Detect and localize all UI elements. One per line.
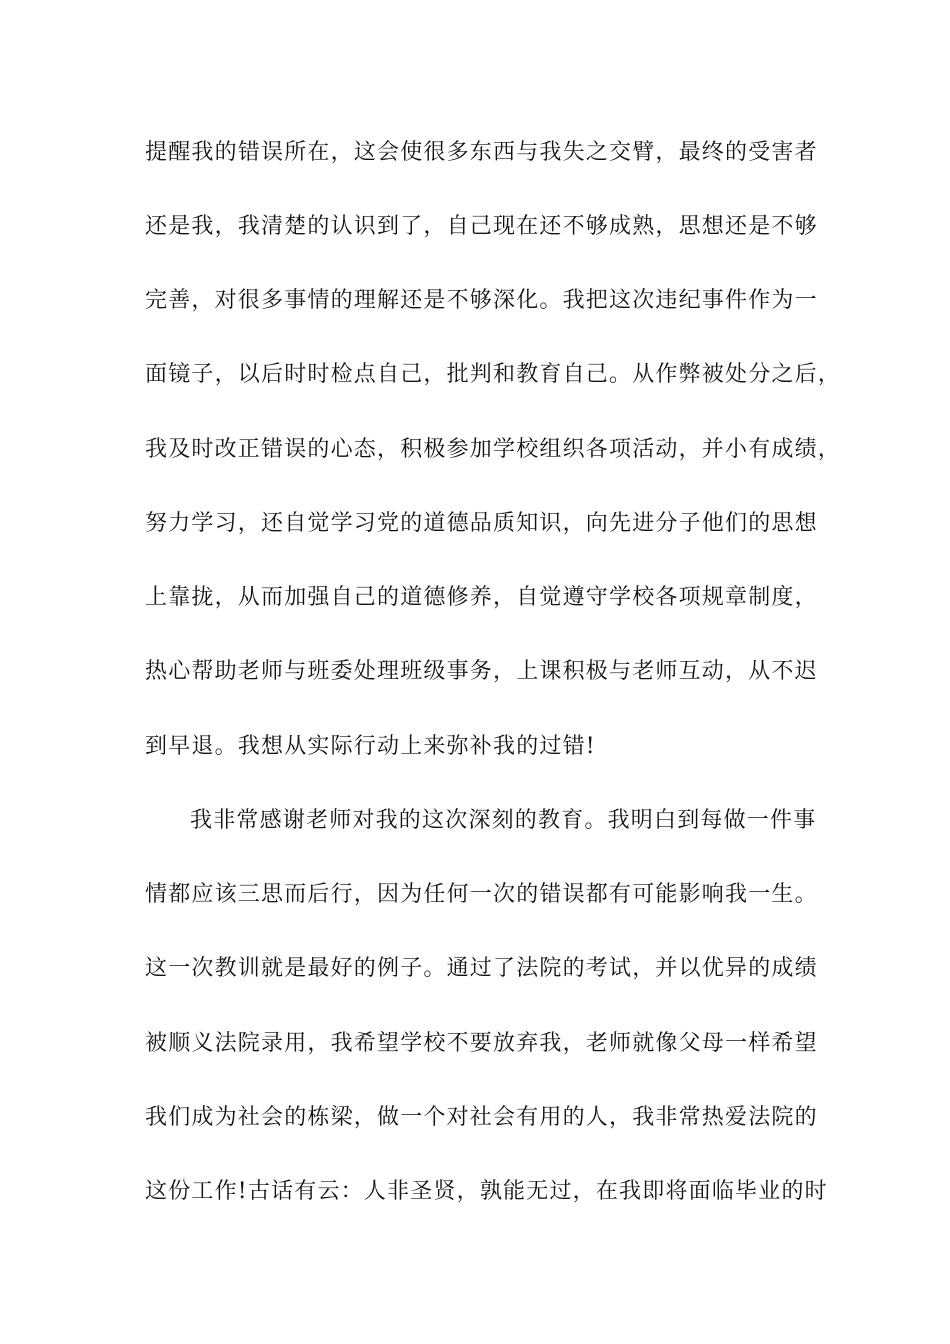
text-line: 我们成为社会的栋梁，做一个对社会有用的人，我非常热爱法院的: [145, 1105, 818, 1130]
text-line: 提醒我的错误所在，这会使很多东西与我失之交臂，最终的受害者: [145, 140, 818, 165]
text-line: 这份工作!古话有云：人非圣贤，孰能无过，在我即将面临毕业的时: [145, 1179, 828, 1204]
text-line: 热心帮助老师与班委处理班级事务，上课积极与老师互动，从不迟: [145, 659, 818, 684]
paragraph-start-line: 我非常感谢老师对我的这次深刻的教育。我明白到每做一件事: [190, 808, 817, 833]
text-line: 面镜子，以后时时检点自己，批判和教育自己。从作弊被处分之后，: [145, 362, 842, 387]
text-line: 努力学习，还自觉学习党的道德品质知识，向先进分子他们的思想: [145, 511, 818, 536]
text-line: 还是我，我清楚的认识到了，自己现在还不够成熟，思想还是不够: [145, 214, 818, 239]
text-line: 我及时改正错误的心态，积极参加学校组织各项活动，并小有成绩，: [145, 437, 842, 462]
text-line: 上靠拢，从而加强自己的道德修养，自觉遵守学校各项规章制度，: [145, 585, 818, 610]
text-line: 这一次教训就是最好的例子。通过了法院的考试，并以优异的成绩: [145, 956, 818, 981]
text-line: 到早退。我想从实际行动上来弥补我的过错!: [145, 734, 596, 759]
text-line: 情都应该三思而后行，因为任何一次的错误都有可能影响我一生。: [145, 882, 818, 907]
text-line: 被顺义法院录用，我希望学校不要放弃我，老师就像父母一样希望: [145, 1031, 818, 1056]
text-line: 完善，对很多事情的理解还是不够深化。我把这次违纪事件作为一: [145, 288, 818, 313]
